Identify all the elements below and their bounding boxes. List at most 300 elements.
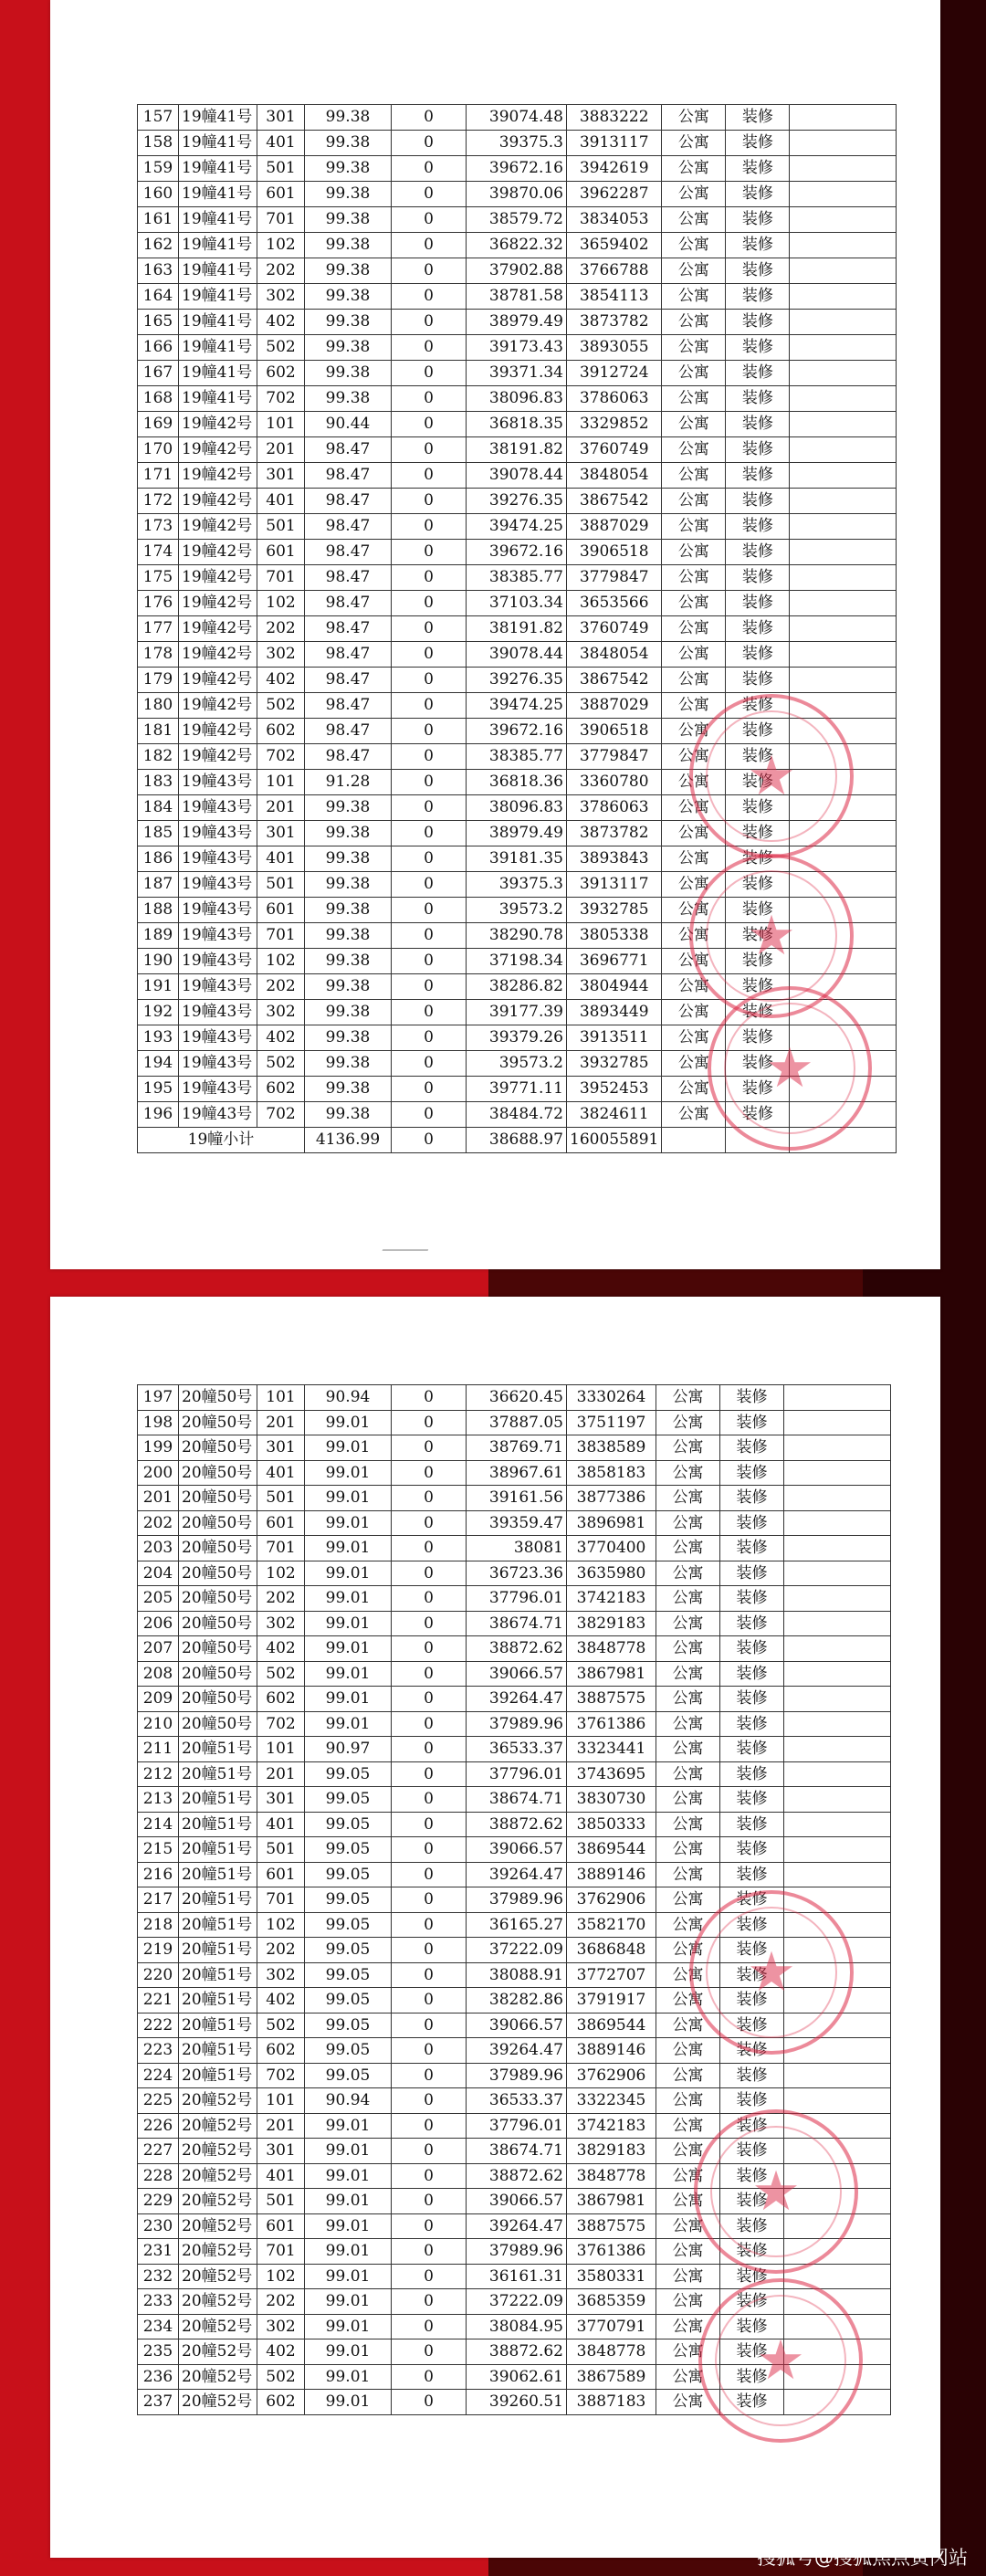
table-cell: 0: [392, 1510, 467, 1536]
table-cell: 装修: [726, 1051, 790, 1077]
table-cell: 99.38: [305, 1051, 392, 1077]
table-cell: 183: [138, 770, 179, 795]
table-cell: 装修: [726, 744, 790, 770]
table-cell: 20幢52号: [179, 2239, 257, 2265]
table-cell: 99.01: [305, 1586, 392, 1612]
table-cell: 19幢41号: [179, 233, 257, 258]
table-cell: 204: [138, 1561, 179, 1586]
subtotal-cell: 160055891: [567, 1128, 662, 1153]
table-cell: 公寓: [662, 821, 726, 846]
table-cell: 19幢41号: [179, 258, 257, 284]
table-cell: 39672.16: [467, 540, 567, 565]
table-cell: 0: [392, 2239, 467, 2265]
table-cell-empty: [784, 2088, 891, 2114]
table-cell: 20幢52号: [179, 2139, 257, 2164]
table-cell: 101: [257, 412, 305, 437]
table-cell-empty: [790, 565, 897, 591]
table-cell: 39672.16: [467, 156, 567, 182]
table-cell: 602: [257, 1687, 305, 1712]
table-cell: 20幢50号: [179, 1636, 257, 1662]
table-cell: 0: [392, 2364, 467, 2390]
table-row: [138, 463, 897, 489]
table-cell: 装修: [720, 1912, 784, 1938]
table-cell: 3887029: [567, 693, 662, 719]
table-cell: 装修: [720, 2390, 784, 2415]
table-cell: 公寓: [662, 591, 726, 616]
table-cell: 101: [257, 1737, 305, 1762]
table-cell: 公寓: [662, 949, 726, 974]
table-cell: 99.38: [305, 923, 392, 949]
table-cell: 装修: [720, 2264, 784, 2289]
table-cell: 0: [392, 335, 467, 361]
table-cell: 3906518: [567, 540, 662, 565]
table-cell: 99.01: [305, 2390, 392, 2415]
table-cell: 201: [257, 1761, 305, 1787]
table-cell: 0: [392, 2213, 467, 2239]
table-row: [138, 514, 897, 540]
table-cell: 501: [257, 1486, 305, 1511]
table-cell: 211: [138, 1737, 179, 1762]
table-cell: 402: [257, 1988, 305, 2013]
table-cell: 3906518: [567, 719, 662, 744]
table-cell: 174: [138, 540, 179, 565]
table-cell: 0: [392, 2163, 467, 2189]
table-cell: 19幢42号: [179, 565, 257, 591]
table-cell: 38872.62: [467, 1636, 567, 1662]
table-cell: 0: [392, 2038, 467, 2064]
table-cell: 39264.47: [467, 1687, 567, 1712]
table-cell: 99.38: [305, 872, 392, 898]
table-cell-empty: [784, 1761, 891, 1787]
table-cell: 装修: [726, 514, 790, 540]
table-cell: 101: [257, 770, 305, 795]
table-cell: 19幢42号: [179, 719, 257, 744]
table-row: [138, 1435, 891, 1461]
table-cell: 501: [257, 514, 305, 540]
table-cell: 37887.05: [467, 1410, 567, 1435]
table-cell: 160: [138, 182, 179, 207]
table-cell: 公寓: [656, 2314, 720, 2339]
table-cell: 401: [257, 1812, 305, 1837]
table-row: [138, 1737, 891, 1762]
table-cell: 装修: [726, 463, 790, 489]
table-cell: 3942619: [567, 156, 662, 182]
table-cell: 701: [257, 565, 305, 591]
table-cell: 3760749: [567, 616, 662, 642]
table-cell: 702: [257, 2063, 305, 2088]
table-cell: 19幢43号: [179, 1025, 257, 1051]
table-cell: 装修: [720, 1761, 784, 1787]
table-cell: 221: [138, 1988, 179, 2013]
table-cell: 19幢43号: [179, 923, 257, 949]
table-cell: 195: [138, 1077, 179, 1102]
table-cell: 公寓: [662, 744, 726, 770]
table-cell: 181: [138, 719, 179, 744]
table-cell-empty: [784, 1661, 891, 1687]
table-cell: 公寓: [662, 795, 726, 821]
table-cell: 201: [257, 437, 305, 463]
table-cell: 20幢50号: [179, 1711, 257, 1737]
table-cell: 3824611: [567, 1102, 662, 1128]
table-cell: 公寓: [656, 2088, 720, 2114]
table-cell: 公寓: [662, 1025, 726, 1051]
table-cell: 0: [392, 1000, 467, 1025]
table-row: [138, 565, 897, 591]
table-cell: 公寓: [662, 540, 726, 565]
table-cell: 0: [392, 361, 467, 386]
table-cell: 99.38: [305, 284, 392, 310]
table-cell: 装修: [720, 1787, 784, 1813]
table-cell: 0: [392, 770, 467, 795]
table-cell: 220: [138, 1962, 179, 1988]
table-cell: 602: [257, 719, 305, 744]
table-cell: 99.01: [305, 1711, 392, 1737]
table-cell: 0: [392, 2314, 467, 2339]
table-cell: 20幢51号: [179, 1812, 257, 1837]
table-cell: 210: [138, 1711, 179, 1737]
table-cell: 187: [138, 872, 179, 898]
table-row: [138, 335, 897, 361]
table-cell: 公寓: [662, 770, 726, 795]
table-cell: 39375.3: [467, 872, 567, 898]
table-cell: 公寓: [662, 207, 726, 233]
table-cell: 39177.39: [467, 1000, 567, 1025]
table-cell: 装修: [726, 335, 790, 361]
table-cell: 39264.47: [467, 1862, 567, 1887]
table-cell: 237: [138, 2390, 179, 2415]
table-cell: 3873782: [567, 821, 662, 846]
table-cell: 99.38: [305, 310, 392, 335]
table-cell: 装修: [726, 770, 790, 795]
table-cell: 99.01: [305, 2364, 392, 2390]
table-cell: 99.05: [305, 1887, 392, 1913]
table-cell: 3686848: [567, 1938, 656, 1963]
table-cell: 3696771: [567, 949, 662, 974]
table-cell: 3761386: [567, 1711, 656, 1737]
table-cell: 39161.56: [467, 1486, 567, 1511]
table-cell: 装修: [726, 693, 790, 719]
table-cell: 197: [138, 1385, 179, 1411]
table-cell-empty: [784, 2063, 891, 2088]
table-cell: 91.28: [305, 770, 392, 795]
table-cell: 502: [257, 335, 305, 361]
table-cell: 402: [257, 668, 305, 693]
table-cell: 90.94: [305, 1385, 392, 1411]
table-cell: 20幢51号: [179, 1912, 257, 1938]
table-cell: 公寓: [662, 974, 726, 1000]
table-cell: 301: [257, 2139, 305, 2164]
table-cell: 公寓: [662, 335, 726, 361]
table-cell: 99.38: [305, 821, 392, 846]
table-cell: 162: [138, 233, 179, 258]
table-cell: 3653566: [567, 591, 662, 616]
table-cell: 38674.71: [467, 2139, 567, 2164]
subtotal-cell: 4136.99: [305, 1128, 392, 1153]
table-cell-empty: [790, 258, 897, 284]
table-cell: 206: [138, 1611, 179, 1636]
table-cell-empty: [790, 156, 897, 182]
table-cell: 0: [392, 1051, 467, 1077]
table-cell: 3329852: [567, 412, 662, 437]
table-cell: 20幢51号: [179, 1962, 257, 1988]
table-row: [138, 2063, 891, 2088]
table-cell: 3869544: [567, 1837, 656, 1863]
table-cell: 701: [257, 1536, 305, 1561]
table-cell: 公寓: [656, 2364, 720, 2390]
table-cell: 公寓: [662, 412, 726, 437]
table-cell: 0: [392, 233, 467, 258]
table-cell: 99.38: [305, 182, 392, 207]
table-cell: 20幢51号: [179, 1761, 257, 1787]
table-row: [138, 361, 897, 386]
table-cell: 0: [392, 719, 467, 744]
table-cell: 702: [257, 744, 305, 770]
table-cell: 20幢50号: [179, 1460, 257, 1486]
table-cell: 38872.62: [467, 1812, 567, 1837]
table-cell: 3883222: [567, 105, 662, 131]
table-cell: 0: [392, 795, 467, 821]
table-cell: 19幢42号: [179, 412, 257, 437]
table-cell: 3867589: [567, 2364, 656, 2390]
table-row: [138, 540, 897, 565]
table-cell: 39474.25: [467, 514, 567, 540]
table-cell: 99.38: [305, 1000, 392, 1025]
table-cell: 99.05: [305, 1962, 392, 1988]
table-cell: 20幢51号: [179, 1787, 257, 1813]
table-row: [138, 668, 897, 693]
table-cell: 702: [257, 1102, 305, 1128]
table-cell: 0: [392, 642, 467, 668]
table-cell: 0: [392, 1410, 467, 1435]
table-cell: 公寓: [656, 1962, 720, 1988]
table-cell: 38191.82: [467, 437, 567, 463]
table-cell: 装修: [726, 668, 790, 693]
table-cell: 37222.09: [467, 1938, 567, 1963]
table-cell: 装修: [720, 2339, 784, 2365]
table-cell: 3779847: [567, 565, 662, 591]
table-cell: 36620.45: [467, 1385, 567, 1411]
table-cell: 装修: [726, 591, 790, 616]
table-cell: 公寓: [662, 258, 726, 284]
table-cell: 装修: [720, 2289, 784, 2315]
table-cell: 装修: [726, 182, 790, 207]
table-cell: 19幢41号: [179, 310, 257, 335]
table-cell: 装修: [726, 719, 790, 744]
table-row: [138, 591, 897, 616]
table-cell: 公寓: [662, 514, 726, 540]
table-cell: 207: [138, 1636, 179, 1662]
table-row: [138, 412, 897, 437]
table-cell: 19幢43号: [179, 1000, 257, 1025]
table-cell: 20幢50号: [179, 1586, 257, 1612]
table-cell: 601: [257, 2213, 305, 2239]
table-row: [138, 616, 897, 642]
table-cell: 0: [392, 616, 467, 642]
table-cell: 232: [138, 2264, 179, 2289]
table-cell: 19幢41号: [179, 207, 257, 233]
table-cell: 223: [138, 2038, 179, 2064]
table-cell-empty: [784, 1611, 891, 1636]
table-cell: 39078.44: [467, 463, 567, 489]
table-cell: 230: [138, 2213, 179, 2239]
table-cell: 公寓: [656, 1636, 720, 1662]
table-cell: 38872.62: [467, 2339, 567, 2365]
table-cell: 装修: [726, 872, 790, 898]
table-cell: 601: [257, 540, 305, 565]
table-cell: 0: [392, 1862, 467, 1887]
table-cell: 37796.01: [467, 1761, 567, 1787]
table-cell: 19幢42号: [179, 437, 257, 463]
table-cell: 装修: [726, 642, 790, 668]
table-cell: 302: [257, 284, 305, 310]
table-cell: 0: [392, 1636, 467, 1662]
table-cell: 20幢50号: [179, 1536, 257, 1561]
table-cell: 装修: [726, 131, 790, 156]
table-cell: 102: [257, 1561, 305, 1586]
table-cell-empty: [790, 412, 897, 437]
table-row: [138, 1687, 891, 1712]
table-cell: 公寓: [656, 1812, 720, 1837]
table-cell: 公寓: [662, 616, 726, 642]
table-cell: 98.47: [305, 693, 392, 719]
table-cell: 3962287: [567, 182, 662, 207]
table-cell: 178: [138, 642, 179, 668]
table-cell: 39672.16: [467, 719, 567, 744]
document-page-1: [50, 0, 940, 1269]
table-cell: 19幢41号: [179, 361, 257, 386]
table-cell: 0: [392, 1887, 467, 1913]
table-cell: 39260.51: [467, 2390, 567, 2415]
table-cell: 99.01: [305, 1611, 392, 1636]
table-cell: 602: [257, 2038, 305, 2064]
table-cell: 99.38: [305, 105, 392, 131]
table-cell: 3932785: [567, 898, 662, 923]
subtotal-cell: 38688.97: [467, 1128, 567, 1153]
table-cell: 180: [138, 693, 179, 719]
table-cell: 99.38: [305, 131, 392, 156]
table-cell: 公寓: [656, 1385, 720, 1411]
table-cell: 20幢52号: [179, 2314, 257, 2339]
table-cell: 38872.62: [467, 2163, 567, 2189]
table-cell: 公寓: [662, 463, 726, 489]
table-row: [138, 1586, 891, 1612]
table-cell: 169: [138, 412, 179, 437]
table-cell: 20幢51号: [179, 1988, 257, 2013]
table-cell: 3791917: [567, 1988, 656, 2013]
table-cell: 公寓: [662, 898, 726, 923]
table-cell: 3850333: [567, 1812, 656, 1837]
table-row: [138, 1862, 891, 1887]
table-cell: 172: [138, 489, 179, 514]
table-cell: 173: [138, 514, 179, 540]
table-cell: 202: [138, 1510, 179, 1536]
document-page-2: [50, 1297, 940, 2558]
table-cell: 装修: [726, 489, 790, 514]
table-cell: 20幢50号: [179, 1486, 257, 1511]
table-cell: 公寓: [656, 1711, 720, 1737]
table-cell: 0: [392, 1486, 467, 1511]
table-cell: 装修: [720, 1988, 784, 2013]
table-cell: 39181.35: [467, 846, 567, 872]
table-cell: 402: [257, 1636, 305, 1662]
table-cell-empty: [784, 1536, 891, 1561]
table-cell: 98.47: [305, 744, 392, 770]
table-cell: 98.47: [305, 616, 392, 642]
table-cell: 3838589: [567, 1435, 656, 1461]
table-cell: 公寓: [656, 2013, 720, 2038]
table-row: [138, 156, 897, 182]
table-cell: 公寓: [656, 2289, 720, 2315]
table-cell: 198: [138, 1410, 179, 1435]
table-cell-empty: [790, 233, 897, 258]
table-cell: 213: [138, 1787, 179, 1813]
table-cell: 19幢43号: [179, 846, 257, 872]
subtotal-cell: 19幢小计: [138, 1128, 305, 1153]
table-cell: 502: [257, 1051, 305, 1077]
table-cell: 3893449: [567, 1000, 662, 1025]
table-row: [138, 489, 897, 514]
table-cell: 0: [392, 2189, 467, 2214]
table-cell: 0: [392, 131, 467, 156]
table-cell: 99.01: [305, 1636, 392, 1662]
table-cell: 3873782: [567, 310, 662, 335]
table-cell: 0: [392, 1561, 467, 1586]
table-cell: 37222.09: [467, 2289, 567, 2315]
table-cell: 193: [138, 1025, 179, 1051]
table-cell: 98.47: [305, 565, 392, 591]
table-cell: 3582170: [567, 1912, 656, 1938]
table-cell: 99.01: [305, 2113, 392, 2139]
table-cell: 99.05: [305, 1912, 392, 1938]
table-cell: 99.01: [305, 2239, 392, 2265]
table-cell: 20幢52号: [179, 2113, 257, 2139]
table-cell: 99.01: [305, 2314, 392, 2339]
table-row: [138, 258, 897, 284]
table-cell: 0: [392, 1435, 467, 1461]
table-cell: 公寓: [662, 872, 726, 898]
table-cell: 0: [392, 437, 467, 463]
table-cell: 202: [257, 616, 305, 642]
table-cell: 3867542: [567, 668, 662, 693]
table-row: [138, 1661, 891, 1687]
table-cell: 99.01: [305, 2339, 392, 2365]
table-row: [138, 1561, 891, 1586]
table-cell: 36533.37: [467, 1737, 567, 1762]
table-cell: 99.01: [305, 1410, 392, 1435]
table-cell: 164: [138, 284, 179, 310]
table-cell: 38579.72: [467, 207, 567, 233]
table-cell: 39359.47: [467, 1510, 567, 1536]
table-cell: 3804944: [567, 974, 662, 1000]
table-cell: 0: [392, 898, 467, 923]
table-cell: 公寓: [656, 1887, 720, 1913]
table-cell: 3760749: [567, 437, 662, 463]
table-cell: 装修: [720, 2038, 784, 2064]
table-cell: 502: [257, 2364, 305, 2390]
table-cell-empty: [790, 591, 897, 616]
table-cell: 501: [257, 2189, 305, 2214]
table-cell: 0: [392, 284, 467, 310]
table-cell-empty: [784, 1737, 891, 1762]
table-cell: 0: [392, 2063, 467, 2088]
table-cell: 102: [257, 949, 305, 974]
table-cell: 233: [138, 2289, 179, 2315]
table-cell: 99.01: [305, 1687, 392, 1712]
table-cell: 502: [257, 1661, 305, 1687]
table-cell: 3889146: [567, 1862, 656, 1887]
table-cell: 19幢42号: [179, 514, 257, 540]
table-cell: 37198.34: [467, 949, 567, 974]
